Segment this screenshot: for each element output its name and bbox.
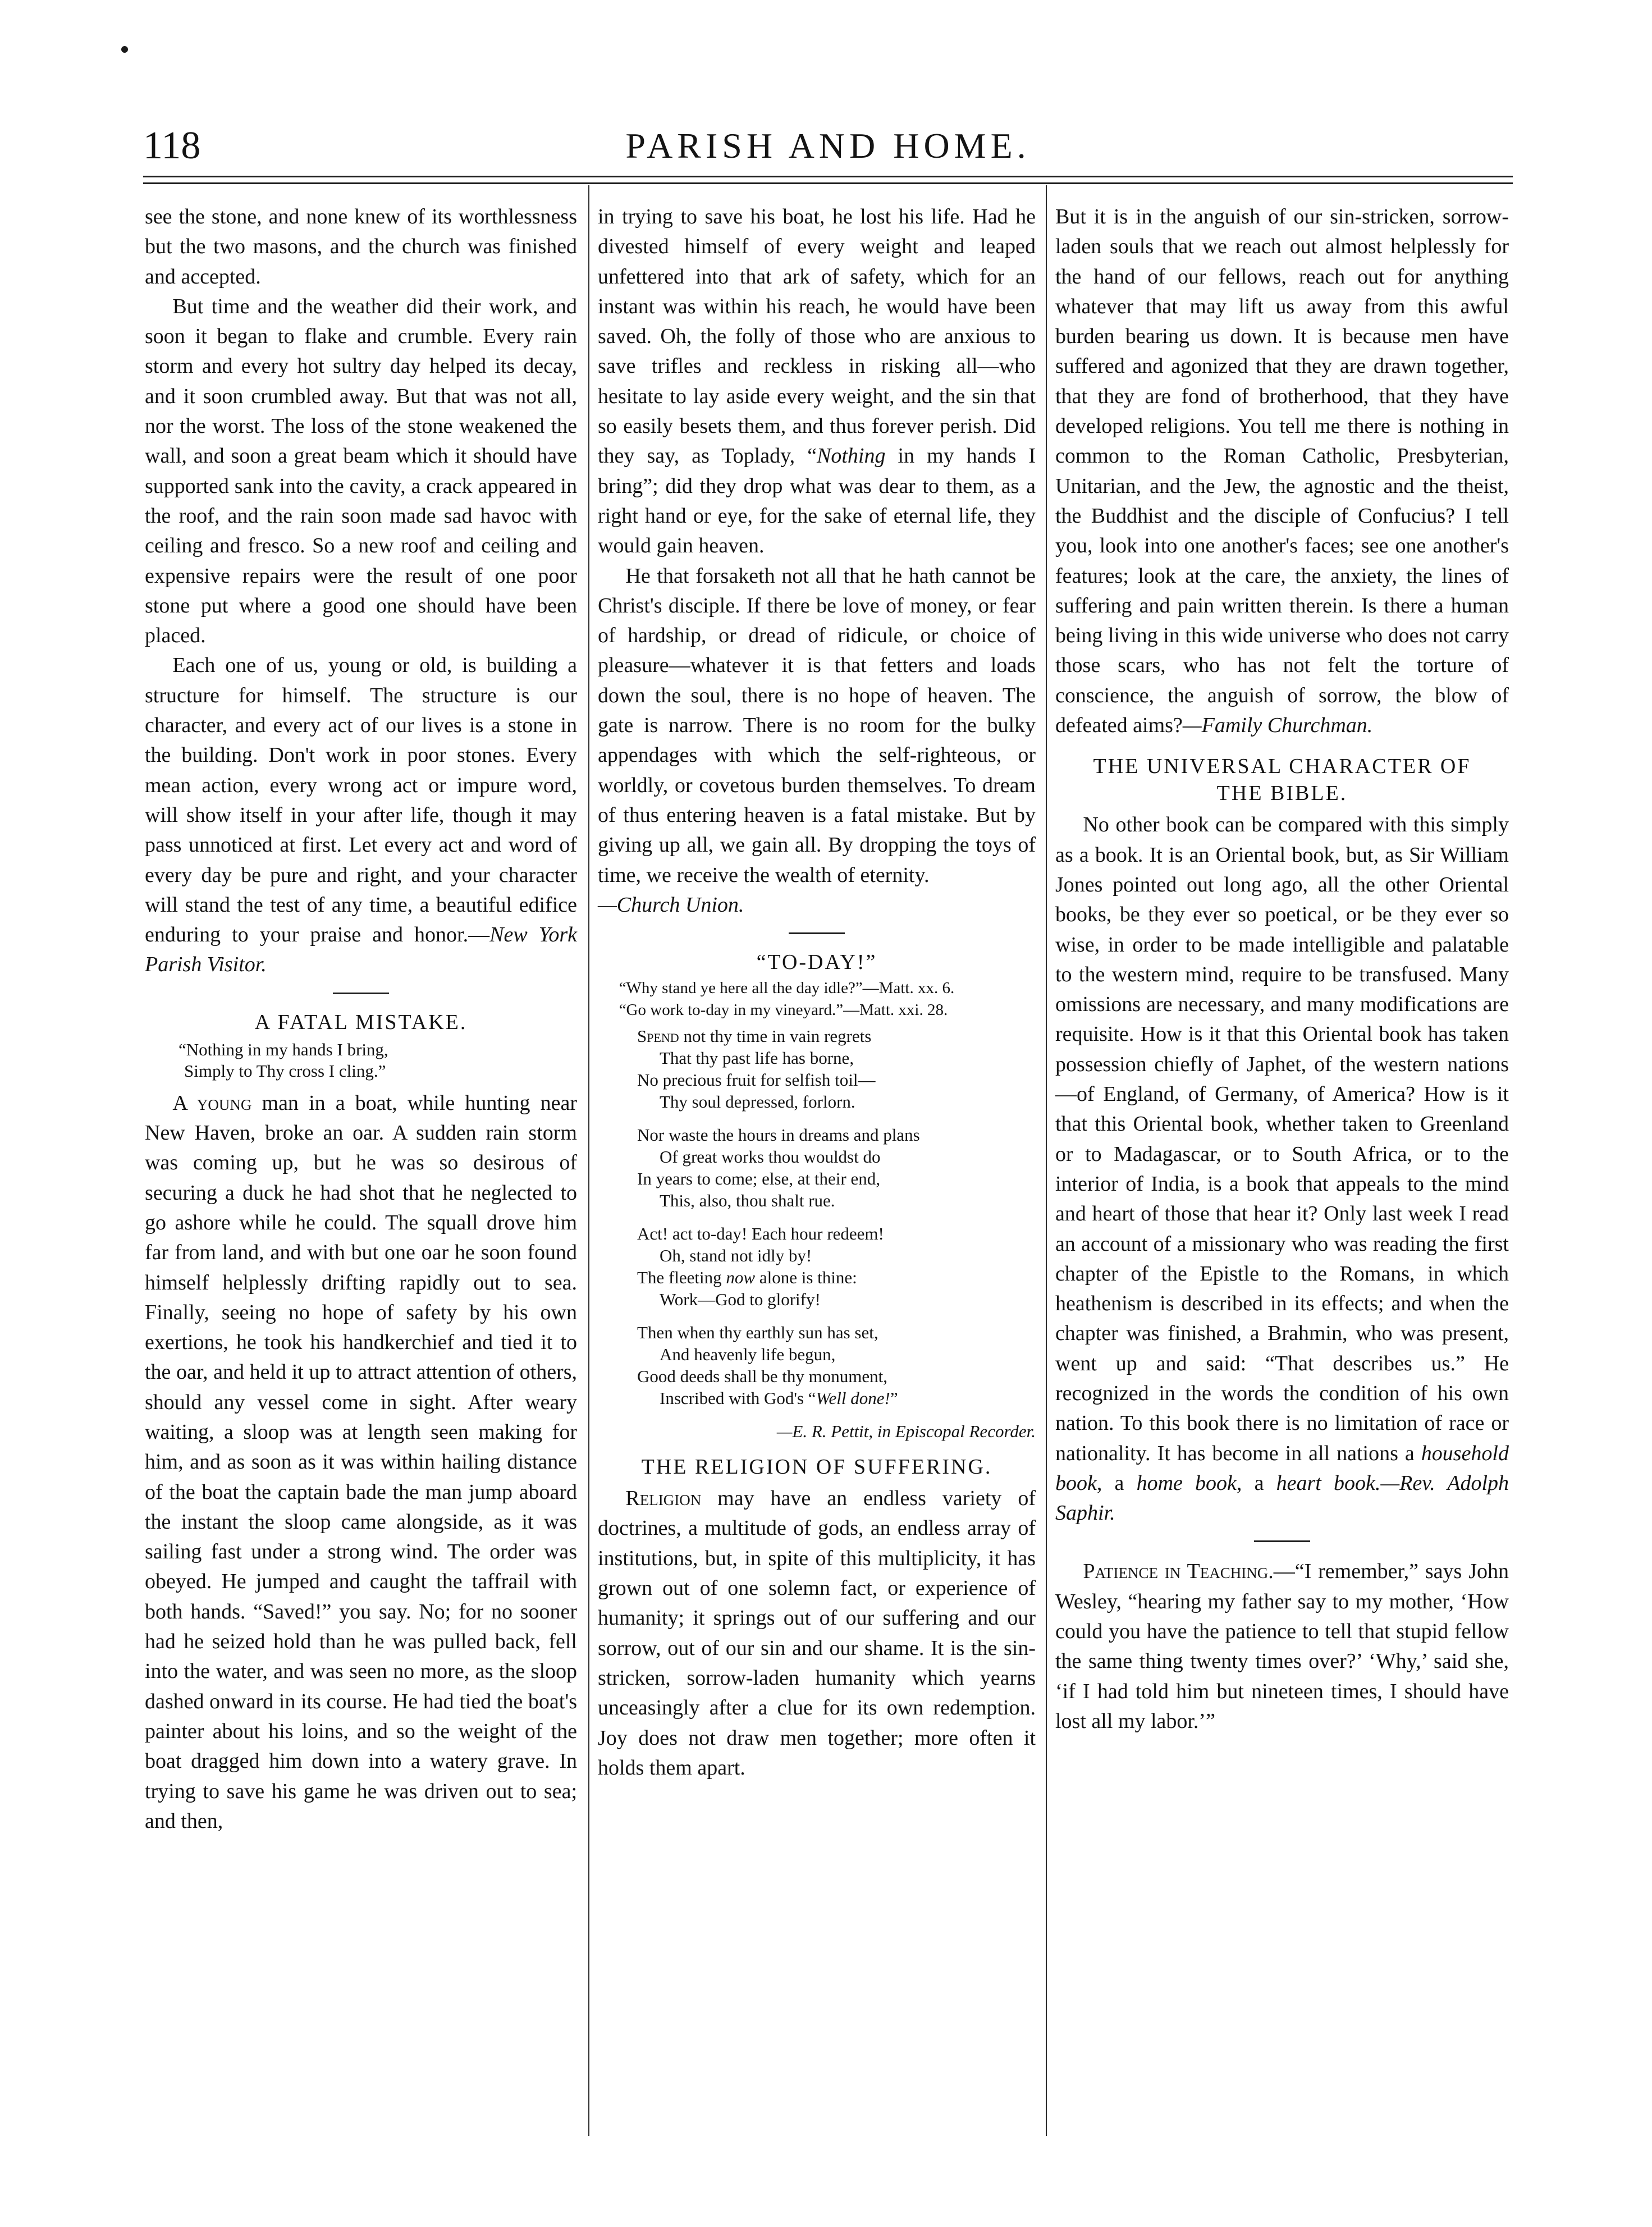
poem-text: alone is thine: <box>755 1268 857 1288</box>
poem-line: Of great works thou wouldst do <box>660 1147 881 1167</box>
italic-word: Well done! <box>816 1388 890 1409</box>
header-rule-top <box>143 176 1513 177</box>
paragraph-text: man in a boat, while hunting near New Haven, broke an oar. A sudden rain storm was coming up, but he was so desirous of securing a duck he had shot that he neglected to go ashore while he could. The squall drove him far from land, and with but one oar he soon found himself helplessly drifting rapidly out to sea. Finally, seeing no hope of safety by his own exertions, he took his handkerchief and tied it to the oar, and held it up to attract attention of others, should any vessel come in sight. After weary waiting, a sloop was at length seen making for him, and as soon as it was within hailing distance of the boat the captain bade the man jump aboard the instant the sloop came alongside, as it was sailing fast under a strong wind. The order was obeyed. He jumped and caught the taffrail with both hands. “Saved!” you say. No; for no sooner had he seized hold than he was pulled back, fell into the water, and was seen no more, as the sloop dashed onward in its course. He had tied the boat's painter about his loins, and so the weight of the boat dragged him down into a watery grave. In trying to save his game he was driven out to sea; and then, <box>145 1091 578 1833</box>
poem-attribution: —E. R. Pettit, in Episcopal Recorder. <box>776 1421 1036 1442</box>
scripture-reference: “Go work to-day in my vineyard.”—Matt. xxi. 28. <box>619 1001 948 1019</box>
poem-line: And heavenly life begun, <box>660 1345 836 1365</box>
poem-stanza <box>637 1025 1036 1113</box>
article-heading: A FATAL MISTAKE. <box>254 1010 468 1034</box>
heading-line: THE BIBLE. <box>1216 781 1348 806</box>
poem-text: Inscribed with God's “ <box>660 1388 816 1409</box>
article-paragraph <box>145 651 577 980</box>
column-1 <box>145 202 577 1836</box>
paragraph-text: Each one of us, young or old, is building a structure for himself. The structure is our character, and every act of our lives is a stone in the building. Don't work in poor stones. Every mean action, every wrong act or impure word, will show itself in your after life, though it may pass unnoticed at first. Let every act and word of every day be pure and right, and your character will stand the test of any time, a beautiful edifice enduring to your praise and honor.— <box>145 653 577 947</box>
article-paragraph: But time and the weather did their work, and soon it began to flake and crumble. Every rain storm and every hot sultry day helped its decay, and it soon crumbled away. But that was not all, nor the worst. The loss of the stone weakened the wall, and soon a great beam which it should have supported sank into the cavity, a crack appeared in the roof, and the rain soon made sad havoc with ceiling and fresco. So a new roof and ceiling and expensive repairs were the result of one poor stone put where a good one should have been placed. <box>145 294 577 648</box>
column-2 <box>598 202 1036 1783</box>
paragraph-text: But it is in the anguish of our sin-stricken, sorrow-laden souls that we reach out almost helplessly for the hand of our fellows, reach out for anything whatever that may lift us away from this awful burden bearing us down. It is because men have suffered and agonized that they are drawn together, that they are fond of brotherhood, that they have developed religions. You tell me there is nothing in common to the Roman Catholic, Presbyterian, Unitarian, and the Jew, the agnostic and the theist, the Buddhist and the disciple of Confucius? I tell you, look into one another's faces; see one another's features; look at the care, the anxiety, the lines of suffering and pain written therein. Is there a human being living in this wide universe who does not carry those scars, who has not felt the torture of conscience, the anguish of sorrow, the blow of defeated aims? <box>1055 205 1509 738</box>
epigraph <box>179 1039 577 1082</box>
section-separator <box>1254 1540 1310 1542</box>
column-divider-2 <box>1046 185 1047 2136</box>
italic-word: now <box>726 1268 756 1288</box>
article-paragraph <box>1055 810 1509 1528</box>
article-source: New York Parish Visitor. <box>145 923 577 977</box>
article-heading: THE RELIGION OF SUFFERING. <box>641 1455 992 1479</box>
poem-heading: “TO-DAY!” <box>756 950 877 975</box>
italic-phrase: household book <box>1055 1441 1509 1495</box>
scripture-reference: “Why stand ye here all the day idle?”—Matt. xx. 6. <box>619 979 955 998</box>
poem-line: Work—God to glorify! <box>660 1289 821 1310</box>
poem-line: This, also, thou shalt rue. <box>660 1191 835 1211</box>
lead-in-words: Spend <box>637 1026 679 1046</box>
poem-line: Act! act to-day! Each hour redeem! <box>637 1224 884 1244</box>
italic-word: Nothing <box>817 444 886 468</box>
poem-stanza <box>637 1321 1036 1409</box>
article-continued-paragraph: see the stone, and none knew of its worthlessness but the two masons, and the church was finished and accepted. <box>145 205 577 289</box>
stray-ink-dot <box>121 46 128 53</box>
paragraph-text: He that forsaketh not all that he hath cannot be Christ's disciple. If there be love of money, or fear of hardship, or dread of ridicule, or choice of pleasure—whatever it is that fetters and loads down the soul, there is no hope of heaven. The gate is narrow. There is no room for the bulky appendages with which the self-righteous, or worldly, or covetous burden themselves. To dream of thus entering heaven is a fatal mistake. But by giving up all, we gain all. By dropping the toys of time, we receive the wealth of eternity. <box>598 564 1036 887</box>
page-number: 118 <box>143 124 201 167</box>
poem-line <box>637 1387 1036 1409</box>
poem <box>637 1025 1036 1409</box>
article-source: .—Rev. Adolph Saphir. <box>1055 1471 1509 1525</box>
column-divider-1 <box>588 185 589 2136</box>
article-continued-paragraph <box>598 202 1036 561</box>
article-paragraph <box>598 1484 1036 1783</box>
section-separator <box>333 993 389 994</box>
poem-text: ” <box>890 1388 898 1409</box>
article-paragraph <box>145 1089 577 1836</box>
lead-in-words: Patience in Teaching. <box>1083 1560 1274 1584</box>
paragraph-text: in trying to save his boat, he lost his life. Had he divested himself of every weight and leaped unfettered into that ark of safety, which for an instant was within his reach, he would have been saved. Oh, the folly of those who are anxious to save trifles and reckless in risking all—who hesitate to lay aside every weight, and the sin that so easily besets them, and thus forever perish. Did they say, as Toplady, “ <box>598 205 1036 468</box>
poem-text: The fleeting <box>637 1268 726 1288</box>
poem-line: Good deeds shall be thy monument, <box>637 1366 887 1387</box>
poem-stanza <box>637 1223 1036 1310</box>
italic-phrase: heart book <box>1276 1471 1375 1495</box>
page-header <box>143 121 1513 182</box>
paragraph-text: No other book can be compared with this simply as a book. It is an Oriental book, but, as Sir William Jones pointed out long ago, all the other Oriental books, be they ever so poetical, or be they ever so wise, in order to be made intelligible and palatable to the western mind, require to be transfused. Many omissions are necessary, and many modifications are requisite. How is it that this Oriental book has taken possession chiefly of Japhet, of the western nations—of England, of Germany, of America? How is it that this Oriental book, whether taken to Greenland or to Madagascar, or to South Africa, or to the interior of India, is a book that appeals to the mind and heart of those that hear it? Only last week I read an account of a missionary who was reading the first chapter of the Epistle to the Romans, in which heathenism is described in its effects; and when the chapter was finished, a Brahmin, who was present, went up and said: “That describes us.” He recognized in the words the condition of his own nation. To this book there is no limitation of race or nationality. It has become in all nations a <box>1055 813 1509 1465</box>
lead-in-words: A young <box>172 1091 252 1115</box>
poem-line: Thy soul depressed, forlorn. <box>660 1092 855 1112</box>
lead-in-words: Religion <box>625 1487 702 1511</box>
epigraph-line: “Nothing in my hands I bring, <box>179 1039 388 1059</box>
running-title: PARISH AND HOME. <box>625 126 1031 166</box>
heading-line: THE UNIVERSAL CHARACTER OF <box>1093 754 1471 779</box>
paragraph-text: , a <box>1096 1471 1137 1495</box>
poem-line: Then when thy earthly sun has set, <box>637 1323 878 1343</box>
poem-line <box>637 1025 1036 1047</box>
article-paragraph <box>598 561 1036 921</box>
article-heading <box>1055 753 1509 807</box>
article-paragraph <box>1055 1557 1509 1736</box>
column-3 <box>1055 202 1509 1736</box>
paragraph-text: in my hands I bring”; did they drop what was dear to them, as a right hand or eye, for the sake of eternal life, they would gain heaven. <box>598 444 1036 558</box>
poem-stanza <box>637 1124 1036 1211</box>
poem-line: In years to come; else, at their end, <box>637 1169 880 1189</box>
article-source: —Family Churchman. <box>1182 714 1373 738</box>
paragraph-text: may have an endless variety of doctrines, a multitude of gods, an endless array of institutions, but, in spite of this multiplicity, it has grown out of one solemn fact, or experience of humanity; it springs out of our suffering and our sorrow, out of our sin and our shame. It is the sin-stricken, sorrow-laden humanity which yearns unceasingly after a clue for its own redemption. Joy does not draw men together; more often it holds them apart. <box>598 1487 1036 1780</box>
italic-phrase: home book <box>1136 1471 1237 1495</box>
article-continued-paragraph <box>1055 202 1509 740</box>
poem-line: No precious fruit for selfish toil— <box>637 1070 876 1090</box>
paragraph-text: —“I remember,” says John Wesley, “hearing my father say to my mother, ‘How could you have the patience to tell that stupid fellow the same thing twenty times over?’ ‘Why,’ said she, ‘if I had told him but nineteen times, I should have lost all my labor.’” <box>1055 1560 1509 1733</box>
article-source: —Church Union. <box>598 893 744 917</box>
poem-text: not thy time in vain regrets <box>679 1026 872 1046</box>
poem-line: Nor waste the hours in dreams and plans <box>637 1125 920 1145</box>
poem-line <box>637 1266 1036 1288</box>
section-separator <box>789 932 845 934</box>
epigraph-line: Simply to Thy cross I cling.” <box>184 1060 386 1081</box>
header-rule-bottom <box>143 182 1513 184</box>
poem-line: Oh, stand not idly by! <box>660 1246 812 1266</box>
paragraph-text: , a <box>1236 1471 1276 1495</box>
poem-line: That thy past life has borne, <box>660 1048 854 1068</box>
